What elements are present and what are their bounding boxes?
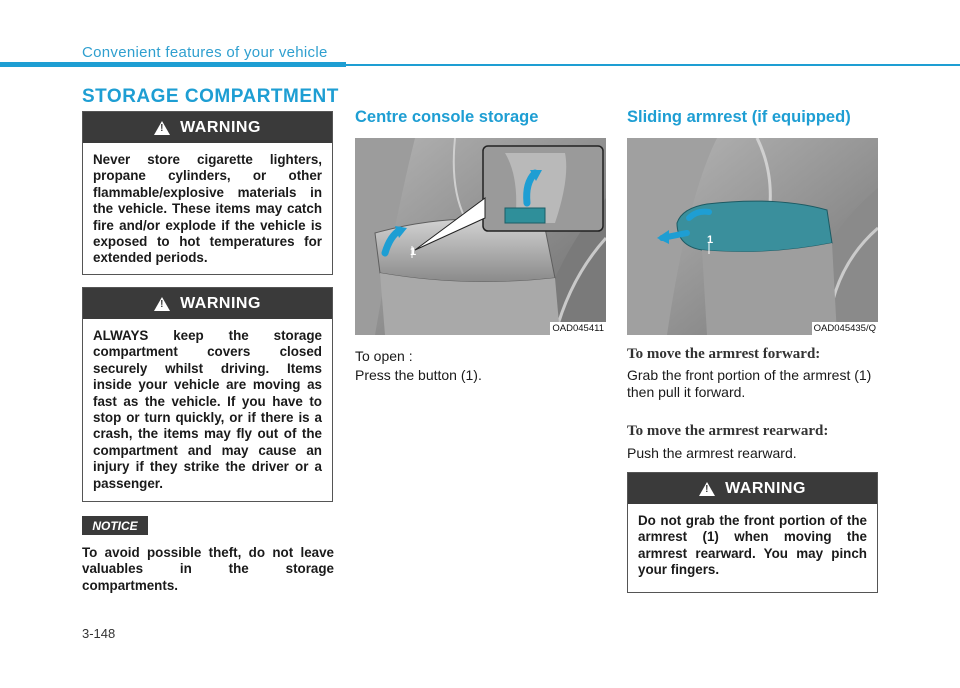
notice-badge: NOTICE	[82, 516, 148, 535]
warning-header	[83, 288, 332, 319]
callout-number: 1	[410, 246, 417, 258]
header-title: Convenient features of your vehicle	[82, 44, 328, 61]
forward-text: Grab the front portion of the armrest (1) then pull it forward.	[627, 367, 872, 400]
warning-box-covers-closed	[82, 287, 333, 502]
sliding-armrest-photo	[627, 138, 878, 335]
warning-text: ALWAYS keep the storage compartment covers closed securely whilst driving. Items inside your vehicle are moving as fast as the vehicle. If you have to stop or turn quickly, or if there is a crash, the items may fly out of the compartment and may cause an injury if they strike the driver or a passenger.	[93, 328, 322, 491]
warning-header	[628, 473, 877, 504]
warning-text: Never store cigarette lighters, propane cylinders, or other flammable/explosive materials in the vehicle. These items may catch fire and/or explode if the vehicle is exposed to hot temperatures for extended periods.	[93, 152, 322, 266]
image-code: OAD045435/Q	[813, 323, 876, 334]
warning-triangle-icon	[154, 121, 170, 135]
forward-heading: To move the armrest forward:	[627, 346, 821, 362]
warning-header	[83, 112, 332, 143]
warning-label: WARNING	[180, 294, 261, 312]
warning-box-pinch	[627, 472, 878, 593]
notice-text: To avoid possible theft, do not leave valuables in the storage compartments.	[82, 545, 334, 593]
header-bar	[0, 62, 346, 67]
page-number: 3-148	[82, 626, 116, 641]
image-code: OAD045411	[552, 323, 604, 334]
rearward-heading: To move the armrest rearward:	[627, 423, 829, 439]
open-instruction: Press the button (1).	[355, 367, 482, 383]
sliding-armrest-illustration	[627, 138, 878, 335]
sliding-armrest-heading: Sliding armrest (if equipped)	[627, 108, 851, 126]
warning-triangle-icon	[699, 482, 715, 496]
centre-console-photo	[355, 138, 606, 335]
section-title: STORAGE COMPARTMENT	[82, 86, 339, 107]
warning-label: WARNING	[180, 118, 261, 136]
warning-triangle-icon	[154, 297, 170, 311]
warning-box-flammables	[82, 111, 333, 275]
open-label: To open :	[355, 348, 413, 364]
warning-text: Do not grab the front portion of the armrest (1) when moving the armrest rearward. You may pinch your fingers.	[638, 513, 867, 578]
centre-console-heading: Centre console storage	[355, 108, 539, 126]
callout-number: 1	[707, 234, 714, 246]
rearward-text: Push the armrest rearward.	[627, 445, 797, 461]
centre-console-illustration	[355, 138, 606, 335]
warning-label: WARNING	[725, 479, 806, 497]
header-rule	[346, 64, 960, 66]
